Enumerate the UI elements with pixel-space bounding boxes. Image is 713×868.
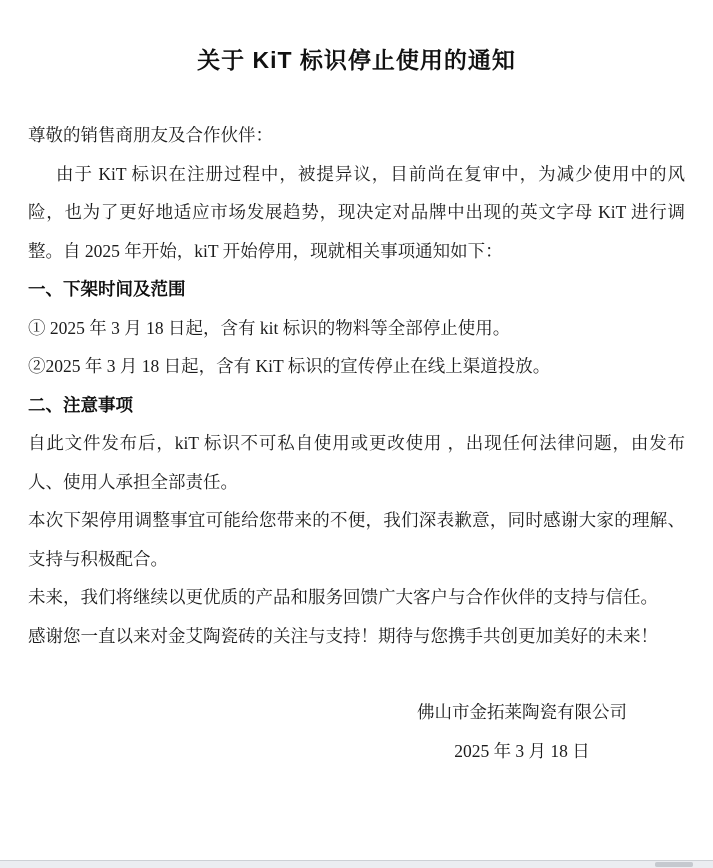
signature-block xyxy=(417,693,627,770)
signature-company: 佛山市金拓莱陶瓷有限公司 xyxy=(417,702,627,722)
horizontal-scrollbar[interactable] xyxy=(0,860,713,868)
section2-paragraph-3: 未来，我们将继续以更优质的产品和服务回馈广大客户与合作伙伴的支持与信任。 xyxy=(28,587,658,607)
section2-heading: 二、注意事项 xyxy=(28,394,133,415)
section1-item2: ②2025 年 3 月 18 日起，含有 KiT 标识的宣传停止在线上渠道投放。 xyxy=(28,356,551,376)
section1-heading: 一、下架时间及范围 xyxy=(28,279,186,299)
section2-paragraph-4: 感谢您一直以来对金艾陶瓷砖的关注与支持！期待与您携手共创更加美好的未来！ xyxy=(28,625,658,646)
scrollbar-thumb[interactable] xyxy=(655,862,693,867)
section2-paragraph-2: 本次下架停用调整事宜可能给您带来的不便，我们深表歉意，同时感谢大家的理解、支持与积极配合。 xyxy=(28,510,685,569)
section2-paragraph-1: 自此文件发布后，kiT 标识不可私自使用或更改使用 ，出现任何法律问题，由发布人、使用人承担全部责任。 xyxy=(28,433,685,492)
signature-date: 2025 年 3 月 18 日 xyxy=(454,740,590,761)
document-body xyxy=(28,116,685,770)
intro-paragraph: 由于 KiT 标识在注册过程中，被提异议，目前尚在复审中，为减少使用中的风险，也为了更好地适应市场发展趋势，现决定对品牌中出现的英文字母 KiT 进行调整。自 2025 年开始，kiT 开始停用，现就相关事项通知如下： xyxy=(28,163,685,261)
salutation: 尊敬的销售商朋友及合作伙伴： xyxy=(28,125,273,145)
section1-item1: ① 2025 年 3 月 18 日起，含有 kit 标识的物料等全部停止使用。 xyxy=(28,317,511,338)
page-title: 关于 KiT 标识停止使用的通知 xyxy=(197,47,516,73)
